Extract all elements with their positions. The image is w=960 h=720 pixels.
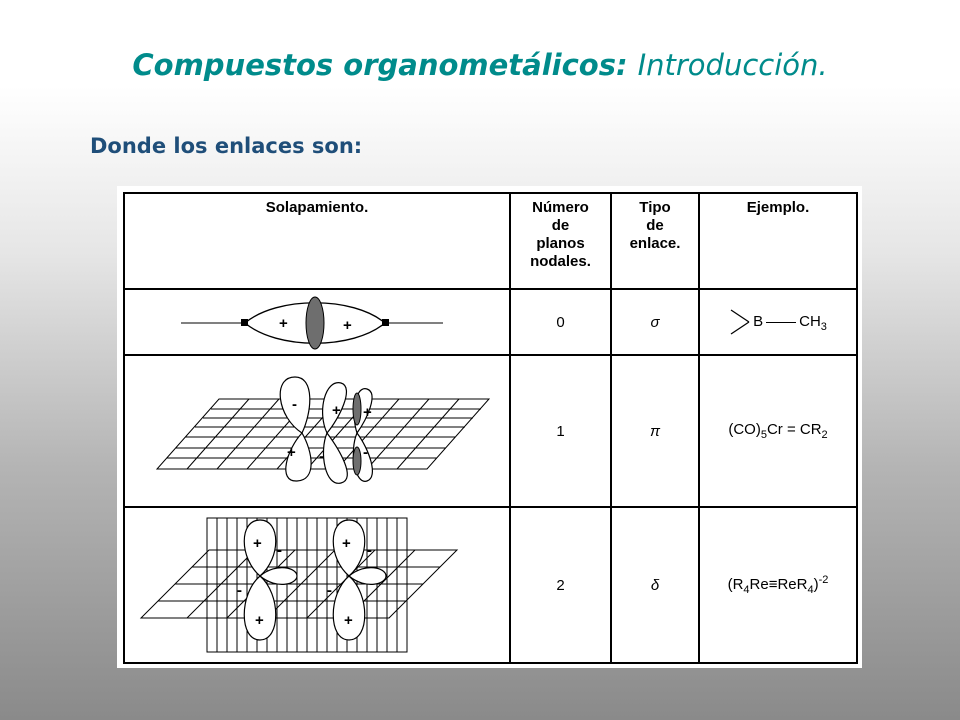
table-header-row [124,193,857,289]
example-delta: $(R_4Re\equiv ReR_4)^{-2}$ [699,507,857,663]
table-row-delta [124,507,857,663]
pi-orbital-icon [127,357,507,505]
sigma-plus-right: + [343,317,352,334]
sigma-plus-left: + [279,315,288,332]
pi-sign-6: - [363,444,368,461]
title-sub: Introducción. [637,48,828,82]
header-overlap: Solapamiento. [124,193,510,289]
pi-sign-5: - [319,448,324,465]
sigma-overlap-diagram [124,289,510,355]
pi-overlap-diagram [124,355,510,507]
delta-sign-3: - [237,582,242,599]
pi-sign-3: + [363,404,372,421]
delta-sign-8: + [344,612,353,629]
delta-sign-1: + [253,535,262,552]
example-pi: $(CO)_5Cr = CR_2$ [699,355,857,507]
delta-sign-5: + [342,535,351,552]
bond-table-figure [117,186,862,668]
pi-sign-1: - [292,396,297,413]
bond-table [123,192,858,664]
planes-sigma: 0 [510,289,611,355]
header-example: Ejemplo. [699,193,857,289]
sigma-orbital-icon [127,292,507,352]
title-main: Compuestos organometálicos: [132,48,628,82]
bond-delta: δ [611,507,699,663]
header-nodal-planes: Número de planos nodales. [510,193,611,289]
pi-sign-2: + [332,402,341,419]
delta-sign-2: - [277,542,282,559]
delta-sign-4: + [255,612,264,629]
delta-sign-6: - [367,542,372,559]
pi-sign-4: + [287,444,296,461]
planes-delta: 2 [510,507,611,663]
planes-pi: 1 [510,355,611,507]
slide-title [0,48,960,82]
table-row-sigma [124,289,857,355]
example-sigma: B $CH_3$ [699,289,857,355]
header-bond-type: Tipo de enlace. [611,193,699,289]
bond-sigma: σ [611,289,699,355]
delta-orbital-icon [127,510,507,660]
table-row-pi [124,355,857,507]
delta-sign-7: - [327,582,332,599]
delta-overlap-diagram [124,507,510,663]
slide-subtitle: Donde los enlaces son: [90,134,363,158]
bond-pi: π [611,355,699,507]
borane-fragment-icon [729,306,753,338]
